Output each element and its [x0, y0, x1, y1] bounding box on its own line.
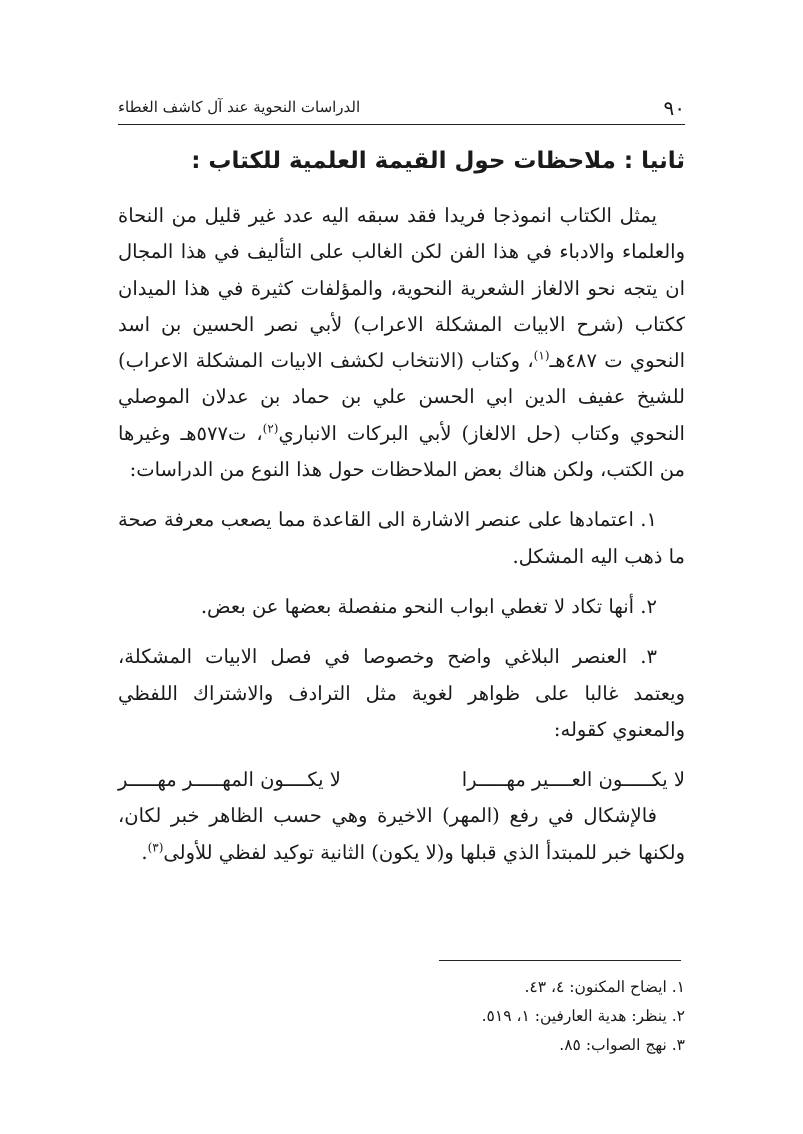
- verse-second-hemistich: لا يكــــون المهـــــر مهـــــر: [118, 768, 341, 792]
- header-rule: [118, 124, 685, 125]
- footnote-ref-3: (٣): [147, 840, 164, 855]
- verse-first-hemistich: لا يكـــــون العــــير مهـــــرا: [461, 768, 685, 792]
- footnote-ref-1: (١): [533, 348, 550, 363]
- footnote: ٢. ينظر: هدية العارفين: ١، ٥١٩.: [481, 1007, 685, 1025]
- footnote-rule: [439, 960, 681, 961]
- page-number: ٩٠: [663, 96, 685, 120]
- section-heading: ثانيا : ملاحظات حول القيمة العلمية للكتاب :: [191, 148, 685, 174]
- footnote: ٣. نهج الصواب: ٨٥.: [559, 1036, 685, 1054]
- list-item: ٣. العنصر البلاغي واضح وخصوصا في فصل الابيات المشكلة، ويعتمد غالبا على ظواهر لغوية مثل الترادف والاشتراك اللفظي والمعنوي كقوله:: [118, 645, 685, 741]
- footnotes: [482, 973, 685, 1060]
- paragraph-explanation: فالإشكال في رفع (المهر) الاخيرة وهي حسب الظاهر خبر لكان، ولكنها خبر للمبتدأ الذي قبلها و(لا يكون) الثانية توكيد لفظي للأولى$^{(٣)}$.: [118, 804, 685, 864]
- footnote: ١. ايضاح المكنون: ٤، ٤٣.: [524, 978, 685, 996]
- list-item: ١. اعتمادها على عنصر الاشارة الى القاعدة مما يصعب معرفة صحة ما ذهب اليه المشكل.: [118, 508, 685, 568]
- list-item: ٢. أنها تكاد لا تغطي ابواب النحو منفصلة بعضها عن بعض.: [200, 594, 657, 618]
- running-title: الدراسات النحوية عند آل كاشف الغطاء: [118, 98, 361, 116]
- poetry-verse: [118, 762, 685, 798]
- paragraph-intro: يمثل الكتاب انموذجا فريدا فقد سبقه اليه عدد غير قليل من النحاة والعلماء والادباء في هذا الفن لكن الغالب على التأليف في هذا المجال ان يتجه نحو الالغاز الشعرية النحوية، والمؤلفات كثيرة في هذا الميدان ككتاب (شرح الابيات المشكلة الاعراب) لأبي نصر الحسين بن اسد النحوي ت ٤٨٧هـ$^{(١)}$، وكتاب (الانتخاب لكشف الابيات المشكلة الاعراب) للشيخ عفيف الدين ابي الحسن علي بن حماد بن عدلان الموصلي النحوي وكتاب (حل الالغاز) لأبي البركات الانباري$^{(٢)}$، ت٥٧٧هـ وغيرها من الكتب، ولكن هناك بعض الملاحظات حول هذا النوع من الدراسات:: [118, 204, 686, 482]
- footnote-ref-2: (٢): [262, 421, 279, 436]
- body-text: [118, 198, 685, 871]
- page-header: [118, 92, 685, 122]
